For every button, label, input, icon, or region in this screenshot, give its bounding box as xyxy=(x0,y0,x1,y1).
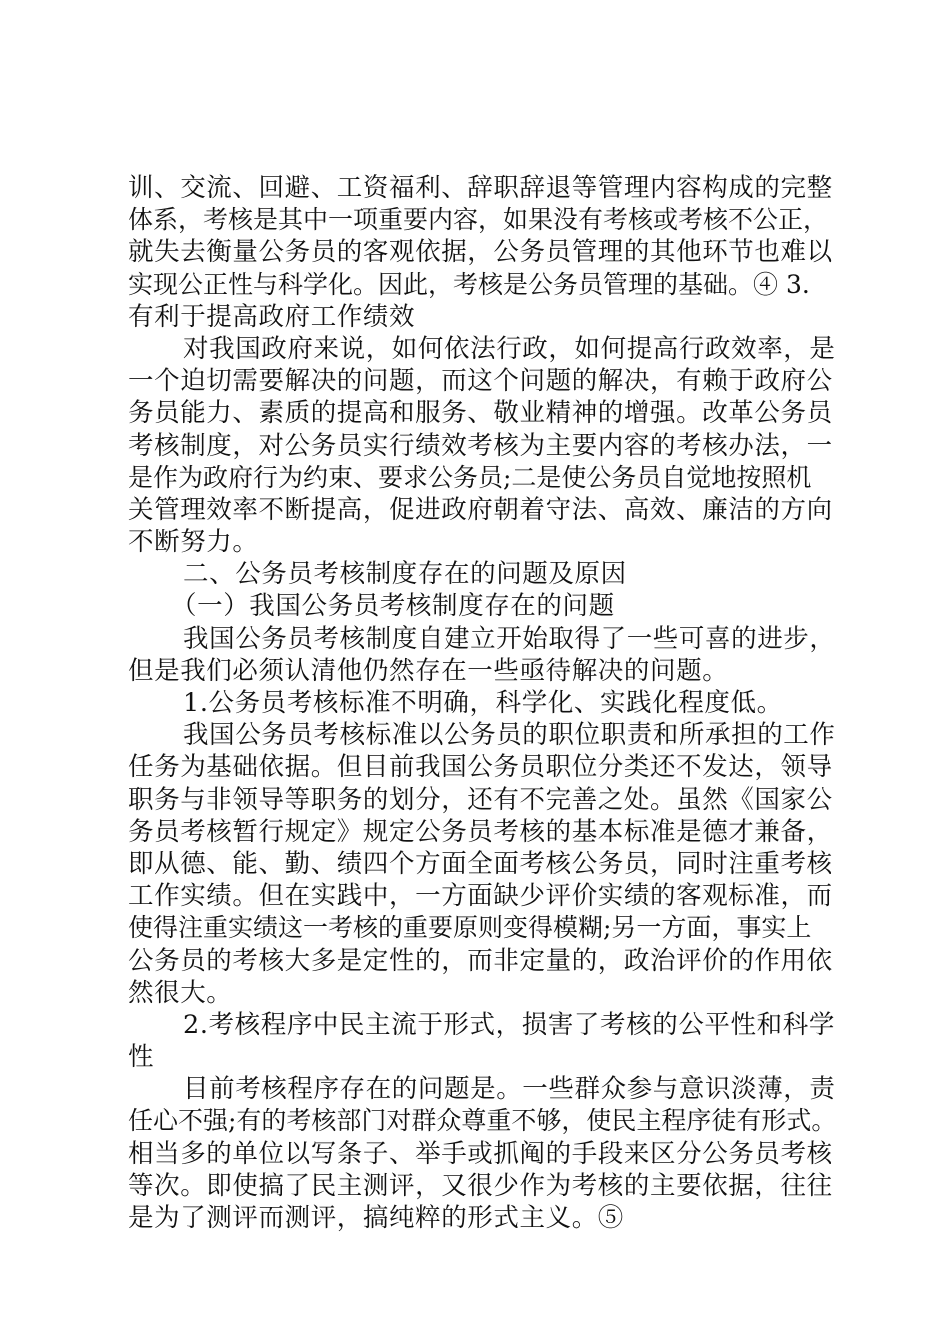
text-line: 性 xyxy=(128,1042,155,1073)
text-line: 任心不强;有的考核部门对群众尊重不够，使民主程序徒有形式。 xyxy=(128,1106,837,1136)
text-line: 目前考核程序存在的问题是。一些群众参与意识淡薄，责 xyxy=(183,1074,836,1105)
text-line: （一）我国公务员考核制度存在的问题 xyxy=(171,591,615,622)
text-line: 但是我们必须认清他仍然存在一些亟待解决的问题。 xyxy=(128,655,729,686)
text-line: 训、交流、回避、工资福利、辞职辞退等管理内容构成的完整 xyxy=(128,173,833,203)
text-line: 等次。即使搞了民主测评，又很少作为考核的主要依据，往往 xyxy=(128,1170,833,1201)
text-line: 是为了测评而测评，搞纯粹的形式主义。⑤ xyxy=(128,1203,624,1233)
text-line: 不断努力。 xyxy=(128,527,259,558)
text-line: 使得注重实绩这一考核的重要原则变得模糊;另一方面，事实上 xyxy=(128,913,812,943)
text-line: 对我国政府来说，如何依法行政，如何提高行政效率，是 xyxy=(183,333,836,364)
text-line: 实现公正性与科学化。因此，考核是公务员管理的基础。④ 3. xyxy=(128,269,810,299)
text-line: 体系，考核是其中一项重要内容，如果没有考核或考核不公正， xyxy=(128,205,829,235)
text-line: 二、公务员考核制度存在的问题及原因 xyxy=(183,559,627,590)
text-line: 我国公务员考核制度自建立开始取得了一些可喜的进步， xyxy=(183,623,836,654)
text-line: 一个迫切需要解决的问题，而这个问题的解决，有赖于政府公 xyxy=(128,366,833,397)
text-line: 然很大。 xyxy=(128,977,233,1008)
text-line: 务员考核暂行规定》规定公务员考核的基本标准是德才兼备， xyxy=(128,816,833,847)
text-line: 即从德、能、勤、绩四个方面全面考核公务员，同时注重考核 xyxy=(128,848,833,879)
text-line: 2.考核程序中民主流于形式，损害了考核的公平性和科学 xyxy=(183,1009,835,1040)
text-line: 公务员的考核大多是定性的，而非定量的，政治评价的作用依 xyxy=(128,945,833,976)
text-line: 相当多的单位以写条子、举手或抓阄的手段来区分公务员考核 xyxy=(128,1138,833,1169)
text-line: 考核制度，对公务员实行绩效考核为主要内容的考核办法，一 xyxy=(128,430,833,461)
text-line: 就失去衡量公务员的客观依据，公务员管理的其他环节也难以 xyxy=(128,237,833,268)
text-line: 关管理效率不断提高，促进政府朝着守法、高效、廉洁的方向 xyxy=(128,494,833,525)
body-text xyxy=(128,172,838,1234)
text-line: 任务为基础依据。但目前我国公务员职位分类还不发达，领导 xyxy=(128,752,833,783)
text-line: 我国公务员考核标准以公务员的职位职责和所承担的工作 xyxy=(183,720,836,751)
text-line: 职务与非领导等职务的划分，还有不完善之处。虽然《国家公 xyxy=(128,784,833,815)
text-line: 务员能力、素质的提高和服务、敬业精神的增强。改革公务员 xyxy=(128,398,833,429)
text-line: 是作为政府行为约束、要求公务员;二是使公务员自觉地按照机 xyxy=(128,462,812,492)
text-line: 1.公务员考核标准不明确，科学化、实践化程度低。 xyxy=(183,688,783,718)
text-line: 有利于提高政府工作绩效 xyxy=(128,301,416,332)
text-line: 工作实绩。但在实践中，一方面缺少评价实绩的客观标准，而 xyxy=(128,881,833,912)
